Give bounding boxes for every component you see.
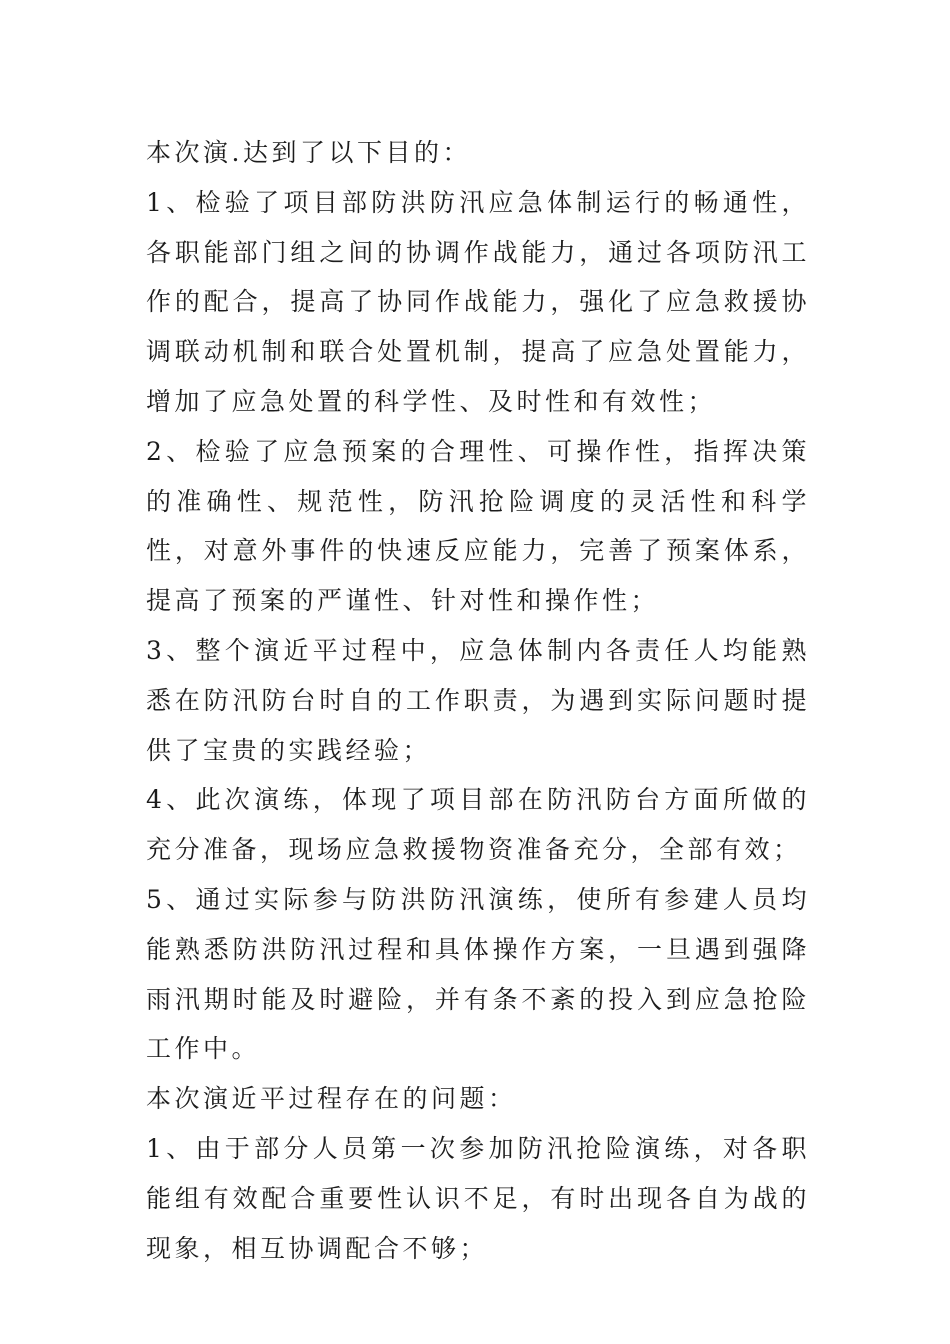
paragraph-problems-heading: 本次演近平过程存在的问题： [146,1084,517,1114]
paragraph-item-4: 4、此次演练，体现了项目部在防汛防台方面所做的充分准备，现场应急救援物资准备充分，全部有效； [146,785,810,865]
paragraph-intro: 本次演.达到了以下目的： [146,138,471,167]
paragraph-item-5: 5、通过实际参与防洪防汛演练，使所有参建人员均能熟悉防洪防汛过程和具体操作方案，一旦遇到强降雨汛期时能及时避险，并有条不紊的投入到应急抢险工作中。 [146,884,810,1064]
paragraph-item-3: 3、整个演近平过程中，应急体制内各责任人均能熟悉在防汛防台时自的工作职责，为遇到实际问题时提供了宝贵的实践经验； [146,635,810,765]
paragraph-problem-1: 1、由于部分人员第一次参加防汛抢险演练，对各职能组有效配合重要性认识不足，有时出现各自为战的现象，相互协调配合不够； [146,1133,810,1263]
document-page [146,128,810,1273]
paragraph-item-1: 1、检验了项目部防洪防汛应急体制运行的畅通性，各职能部门组之间的协调作战能力，通过各项防汛工作的配合，提高了协同作战能力，强化了应急救援协调联动机制和联合处置机制，提高了应急处置能力，增加了应急处置的科学性、及时性和有效性； [146,187,810,416]
paragraph-item-2: 2、检验了应急预案的合理性、可操作性，指挥决策的准确性、规范性，防汛抢险调度的灵活性和科学性，对意外事件的快速反应能力，完善了预案体系，提高了预案的严谨性、针对性和操作性； [146,436,810,616]
